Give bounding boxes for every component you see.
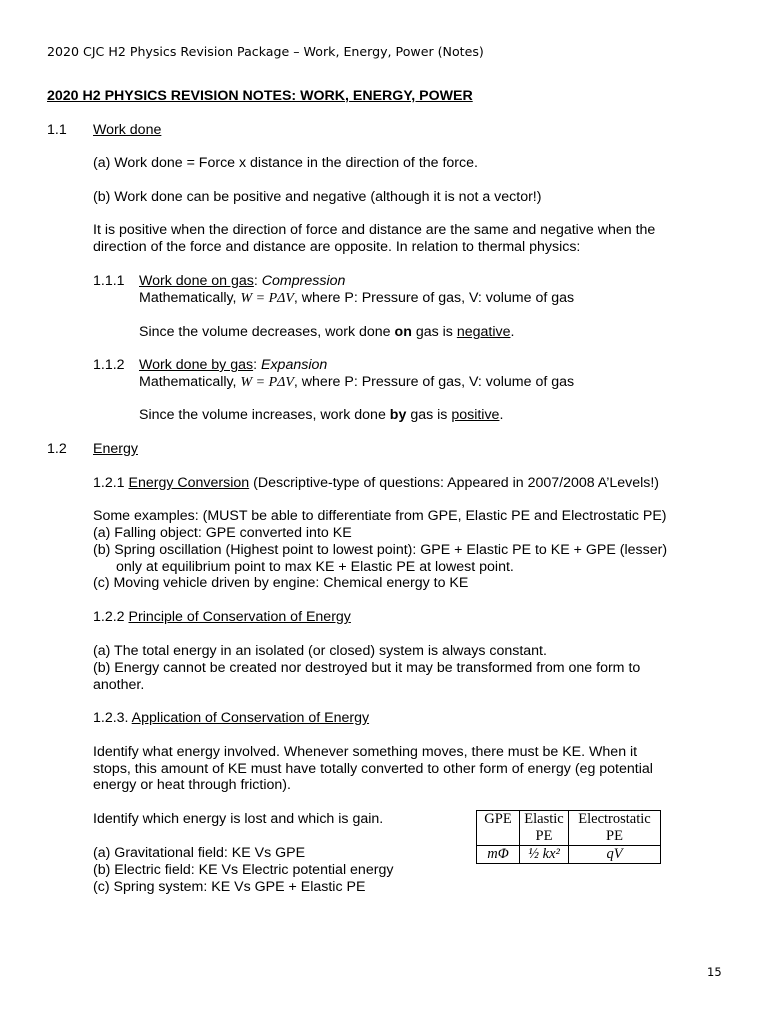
paragraph-line: Identify what energy involved. Whenever something moves, there must be KE. When it — [93, 744, 638, 760]
subsection-title-line — [139, 357, 327, 374]
formula-prefix: Mathematically, — [139, 374, 237, 390]
bold-word: on — [394, 324, 412, 340]
colon: : — [253, 273, 258, 289]
principle-b: (b) Energy cannot be created nor destroyed but it may be transformed from one form to — [93, 660, 641, 676]
instruction-line: Identify which energy is lost and which is gain. — [93, 811, 384, 827]
subsection-heading: Energy Conversion — [128, 475, 250, 491]
text-segment: gas is — [410, 407, 448, 423]
example-b: (b) Spring oscillation (Highest point to lowest point): GPE + Elastic PE to KE + GPE (lesser) — [93, 542, 668, 558]
paragraph-line: energy or heat through friction). — [93, 777, 291, 793]
text-segment: Since the volume increases, work done — [139, 407, 386, 423]
case-a: (a) Gravitational field: KE Vs GPE — [93, 845, 306, 861]
subsection-subtitle: Expansion — [261, 357, 328, 373]
subsection-number: 1.2.1 — [93, 475, 125, 491]
subsection-heading: Work done by gas — [139, 357, 254, 373]
table-header-cell: Elastic PE — [520, 811, 569, 846]
work-formula: W = PΔV — [240, 291, 294, 306]
principle-a: (a) The total energy in an isolated (or closed) system is always constant. — [93, 643, 547, 659]
formula-line — [139, 290, 574, 307]
case-b: (b) Electric field: KE Vs Electric potential energy — [93, 862, 394, 878]
table-cell: ½ kx² — [520, 846, 569, 864]
page-number: 15 — [707, 965, 722, 979]
subsection-number: 1.2.2 — [93, 609, 125, 625]
table-header-cell: Electrostatic PE — [569, 811, 661, 846]
section-number: 1.2 — [47, 441, 67, 457]
subsection-heading: Work done on gas — [139, 273, 254, 289]
paragraph-line: direction of the force and distance are opposite. In relation to thermal physics: — [93, 239, 581, 255]
text-segment: gas is — [415, 324, 453, 340]
subsection-note: (Descriptive-type of questions: Appeared in 2007/2008 A’Levels!) — [253, 475, 660, 491]
text-segment: Since the volume decreases, work done — [139, 324, 391, 340]
principle-b-continued: another. — [93, 677, 145, 693]
bold-word: by — [389, 407, 407, 423]
subsection-number: 1.1.2 — [93, 357, 125, 373]
subsection-title-line — [93, 609, 351, 626]
table-header-row — [477, 811, 661, 846]
point-b: (b) Work done can be positive and negative (although it is not a vector!) — [93, 189, 542, 205]
subsection-title-line — [139, 273, 345, 290]
case-c: (c) Spring system: KE Vs GPE + Elastic PE — [93, 879, 366, 895]
paragraph-line: stops, this amount of KE must have totally converted to other form of energy (eg potential — [93, 761, 653, 777]
example-c: (c) Moving vehicle driven by engine: Chemical energy to KE — [93, 575, 469, 591]
page-title: 2020 H2 PHYSICS REVISION NOTES: WORK, ENERGY, POWER — [47, 88, 473, 104]
subsection-heading: Principle of Conservation of Energy — [128, 609, 351, 625]
statement-line — [139, 324, 514, 341]
subsection-subtitle: Compression — [261, 273, 346, 289]
formula-prefix: Mathematically, — [139, 290, 237, 306]
point-a: (a) Work done = Force x distance in the direction of the force. — [93, 155, 478, 171]
section-number: 1.1 — [47, 122, 67, 138]
underlined-word: negative — [456, 324, 511, 340]
subsection-heading: Application of Conservation of Energy — [131, 710, 370, 726]
subsection-title-line — [93, 710, 369, 727]
subsection-title-line — [93, 475, 659, 492]
colon: : — [253, 357, 258, 373]
period: . — [510, 324, 515, 340]
formula-line — [139, 374, 574, 391]
formula-suffix: , where P: Pressure of gas, V: volume of gas — [293, 374, 575, 390]
table-row — [477, 846, 661, 864]
energy-formula-table — [476, 810, 661, 864]
running-header: 2020 CJC H2 Physics Revision Package – Work, Energy, Power (Notes) — [47, 44, 484, 59]
examples-intro: Some examples: (MUST be able to differentiate from GPE, Elastic PE and Electrostatic PE) — [93, 508, 667, 524]
period: . — [499, 407, 504, 423]
work-formula: W = PΔV — [240, 375, 294, 390]
example-a: (a) Falling object: GPE converted into KE — [93, 525, 352, 541]
section-heading: Work done — [93, 122, 162, 138]
table-cell: mΦ — [477, 846, 520, 864]
table-header-cell: GPE — [477, 811, 520, 846]
paragraph-line: It is positive when the direction of force and distance are the same and negative when the — [93, 222, 656, 238]
example-b-continued: only at equilibrium point to max KE + Elastic PE at lowest point. — [116, 559, 514, 575]
formula-suffix: , where P: Pressure of gas, V: volume of gas — [293, 290, 575, 306]
subsection-number: 1.1.1 — [93, 273, 125, 289]
section-heading: Energy — [93, 441, 138, 457]
underlined-word: positive — [451, 407, 500, 423]
subsection-number: 1.2.3. — [93, 710, 129, 726]
table-cell: qV — [569, 846, 661, 864]
statement-line — [139, 407, 503, 424]
